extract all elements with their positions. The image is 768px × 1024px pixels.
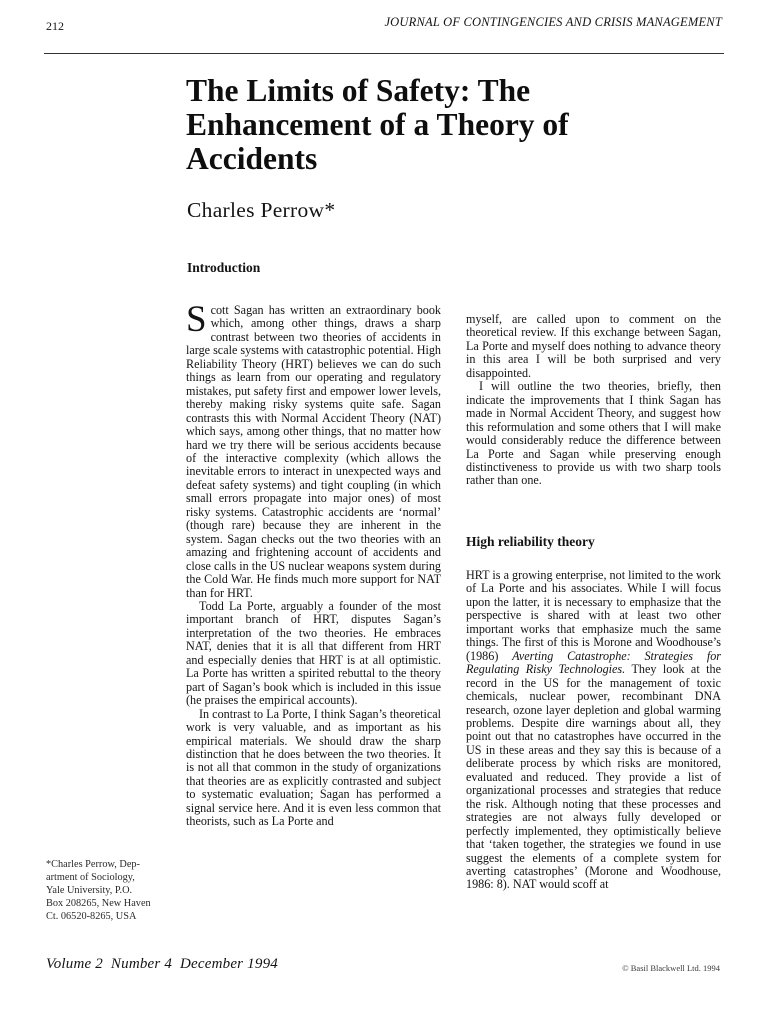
footer-copyright: © Basil Blackwell Ltd. 1994 <box>622 963 720 973</box>
page-number: 212 <box>46 19 64 33</box>
body-column-left <box>186 299 442 829</box>
article-author: Charles Perrow* <box>187 198 336 222</box>
section-heading-introduction: Introduction <box>187 260 261 275</box>
body-column-right-bottom <box>466 569 721 892</box>
paragraph: In contrast to La Porte, I think Sagan’s theoretical work is very valuable, and as important as his empirical materials. We should draw the sharp distinction that he does between the two theories. It is not all that common in the study of organizations that theories are as explicitly contrasted and subject to systematic evaluation; Sagan has performed a signal service here. And it is even less common that theorists, such as La Porte and <box>186 706 441 829</box>
paragraph: myself, are called upon to comment on the theoretical review. If this exchange between Sagan, La Porte and myself does nothing to advance theory in this area I will be both surprised and very disappointed. <box>466 312 721 380</box>
book-title: Averting Catastrophe: Strategies for Regulating Risky Technologies. <box>466 648 721 677</box>
paragraph <box>466 569 721 892</box>
paragraph <box>186 299 442 600</box>
paragraph: Todd La Porte, arguably a founder of the most important branch of HRT, disputes Sagan’s interpretation of the two theories. He embraces NAT, denies that it is all that different from HRT and especially denies that HRT is at all optimistic. La Porte has written a spirited rebuttal to the theory part of Sagan’s book which is included in this issue (he praises the empirical accounts). <box>186 598 441 708</box>
footer-volume-issue: Volume 2 Number 4 December 1994 <box>46 956 278 972</box>
footnote-line: Ct. 06520-8265, USA <box>46 911 137 922</box>
footnote-line: Box 208265, New Haven <box>46 898 151 909</box>
author-footnote <box>46 858 168 923</box>
journal-name: JOURNAL OF CONTINGENCIES AND CRISIS MANAGEMENT <box>384 15 722 29</box>
paragraph-text: They look at the record in the US for the management of toxic chemicals, nuclear power, recombinant DNA research, ozone layer depletion and global warming problems. Despite dire warnings about all, they point out that no catastrophes have occurred in the US in these areas and they say this is because of a deliberate process by which risks are monitored, evaluated and reduced. They provide a list of organizational processes and strategies that reduce the risk. Although noting that these processes and strategies are not always fully developed or perfectly implemented, they optimistically believe that ‘taken together, the strategies we found in use suggest the elements of a complete system for averting catastrophes’ (Morone and Woodhouse, 1986: 8). NAT would scoff at <box>466 662 722 892</box>
paragraph-text: HRT is a growing enterprise, not limited to the work of La Porte and his associates. While I will focus upon the latter, it is necessary to emphasize that the perspective is shared with at least two other important works that emphasize much the same things. The first of this is Morone and Woodhouse’s (1986) <box>466 568 721 663</box>
paragraph: I will outline the two theories, briefly, then indicate the improvements that I think Sagan has made in Normal Accident Theory, and suggest how this reformulation and some others that I will make would considerably reduce the difference between La Porte and Sagan while preserving enough distinctiveness to provide us with two sharp tools rather than one. <box>466 379 721 488</box>
article-title: The Limits of Safety: The Enhancement of a Theory of Accidents <box>186 73 569 176</box>
footnote-line: Yale University, P.O. <box>46 885 133 896</box>
section-heading-hrt: High reliability theory <box>466 534 595 549</box>
footnote-line: artment of Sociology, <box>46 872 135 883</box>
footnote-line: *Charles Perrow, Dep- <box>46 859 140 870</box>
paragraph-text: cott Sagan has written an extraordinary book which, among other things, draws a sharp contrast between two theories of accidents in large scale systems with catastrophic potential. High Reliability Theory (HRT) believes we can do such things as learn from our operating and regulatory mistakes, put safety first and empower lower levels, thereby making risky systems quite safe. Sagan contrasts this with Normal Accident Theory (NAT) which says, among other things, that no matter how hard we try there will be serious accidents because of the interactive complexity (which allows the inevitable errors to interact in unexpected ways and defeat safety systems) and tight coupling (in which small errors propagate into major ones) of most risky systems. Catastrophic accidents are ‘normal’ (though rare) because they are inherent in the system. Sagan checks out the two theories with an amazing and frightening account of accidents and close calls in the US nuclear weapons system during the Cold War. He finds much more support for NAT than for HRT. <box>186 303 442 600</box>
body-column-right-top <box>466 313 721 488</box>
drop-cap: S <box>186 299 207 340</box>
header-rule <box>44 53 724 54</box>
